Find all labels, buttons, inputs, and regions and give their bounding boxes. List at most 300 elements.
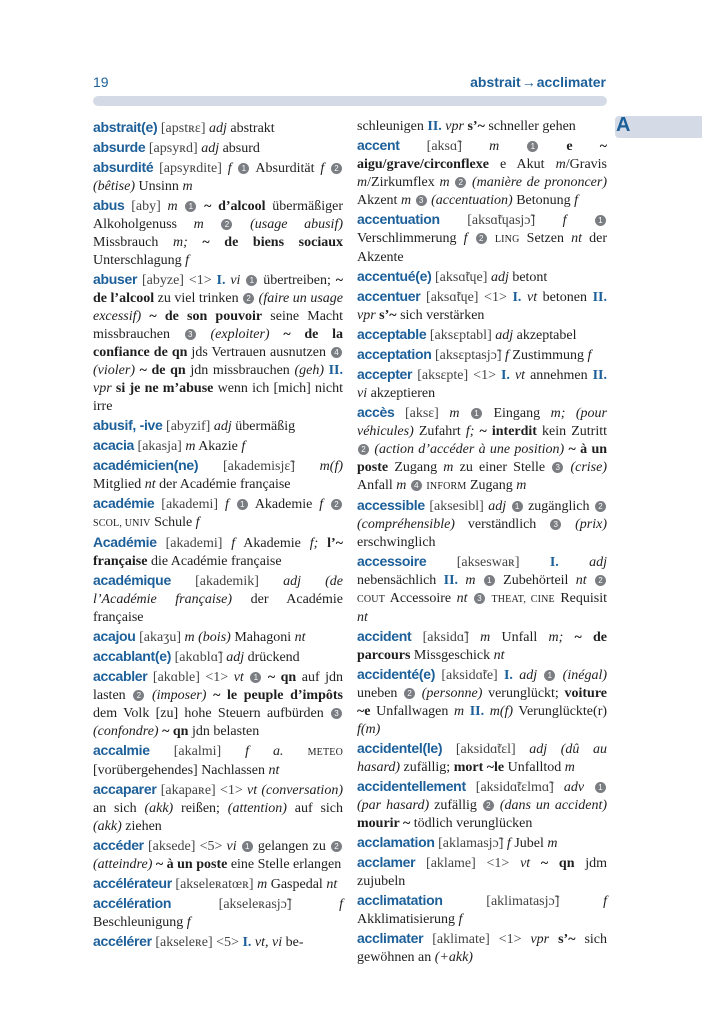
- headword: académie: [93, 495, 155, 511]
- translation-text: gelangen zu: [253, 839, 330, 854]
- headword: accéder: [93, 837, 144, 853]
- grammar-label: f: [603, 894, 607, 909]
- translation-text: [145, 688, 152, 703]
- sense-number-badge: 4: [411, 480, 422, 491]
- grammar-label: m: [257, 877, 268, 892]
- grammar-label: nt: [575, 573, 594, 588]
- grammar-label: vpr: [93, 381, 112, 396]
- pronunciation: [aksede] <5>: [143, 839, 227, 854]
- phrase: l’~ française: [93, 536, 344, 569]
- phrase: voiture ~e: [357, 686, 607, 719]
- translation-text: betonen: [537, 290, 593, 305]
- translation-text: kein Zutritt: [536, 424, 608, 439]
- pronunciation: [abyzif]: [162, 419, 214, 434]
- translation-text: sich verstärken: [396, 308, 485, 323]
- translation-text: Gaspedal: [267, 877, 327, 892]
- grammar-label: adj: [589, 555, 607, 570]
- grammar-label: (akk): [93, 819, 122, 834]
- translation-text: übertreiben;: [258, 273, 336, 288]
- dictionary-entry: [357, 136, 607, 210]
- range-end: acclimater: [536, 74, 606, 90]
- sense-number-badge: 1: [544, 670, 555, 681]
- headword: acajou: [93, 628, 136, 644]
- translation-text: erschwinglich: [357, 535, 436, 550]
- phrase: ~ de biens sociaux: [202, 235, 344, 250]
- translation-text: Missbrauch: [93, 235, 173, 250]
- sense-number-badge: 2: [133, 690, 144, 701]
- translation-text: verunglückt;: [482, 686, 565, 701]
- headword: absurdité: [93, 159, 154, 175]
- pronunciation: [aksesibl]: [424, 499, 489, 514]
- grammar-label: nt: [144, 477, 156, 492]
- pronunciation: [akademi]: [154, 497, 225, 512]
- grammar-label: m: [400, 193, 415, 208]
- grammar-label: (violer): [93, 363, 135, 378]
- dictionary-entry: [93, 158, 343, 196]
- headword: accident: [357, 628, 412, 644]
- grammar-label: f(m): [357, 722, 381, 737]
- phrase: e ~ aigu/grave/circonflexe: [357, 139, 608, 172]
- arrow-right-icon: →: [521, 74, 536, 90]
- sense-number-badge: 3: [552, 462, 563, 473]
- headword: académicien(ne): [93, 457, 199, 473]
- translation-text: jds Vertrauen ausnutzen: [187, 345, 330, 360]
- grammar-label: (manière de prononcer): [471, 175, 607, 190]
- dictionary-entry: [357, 777, 607, 833]
- dictionary-entry: [93, 533, 343, 571]
- translation-text: Requisit: [554, 591, 607, 606]
- grammar-label: m: [489, 139, 527, 154]
- grammar-label: nt: [357, 610, 368, 625]
- translation-text: Zubehörteil: [495, 573, 576, 588]
- grammar-label: f: [587, 348, 592, 363]
- dictionary-entry: [357, 403, 607, 496]
- grammar-label: f: [505, 348, 509, 363]
- translation-text: Verschlimmerung: [357, 231, 464, 246]
- grammar-label: (inégal): [562, 668, 607, 683]
- grammar-label: vt: [520, 856, 531, 871]
- translation-text: Jubel: [510, 836, 548, 851]
- translation-text: betont: [508, 270, 548, 285]
- translation-text: [vorübergehendes] Nachlassen: [93, 763, 269, 778]
- translation-text: [562, 517, 575, 532]
- subject-label: SCOL, UNIV: [93, 518, 151, 529]
- sense-number-badge: 4: [331, 347, 342, 358]
- translation-text: uneben: [357, 686, 404, 701]
- grammar-label: m (bois): [184, 630, 231, 645]
- grammar-label: m; (pour véhicules): [357, 406, 607, 439]
- grammar-label: m: [465, 573, 483, 588]
- headword: accent: [357, 137, 400, 153]
- phrase: ~ le peuple d’impôts: [213, 688, 343, 703]
- grammar-label: f: [231, 536, 236, 551]
- grammar-label: m(f): [319, 459, 343, 474]
- pronunciation: [aklimatasjɔ̃]: [442, 894, 604, 909]
- grammar-label: f: [320, 161, 331, 176]
- pronunciation: [aksɛptasjɔ̃]: [431, 348, 506, 363]
- translation-text: Zugang: [466, 478, 517, 493]
- translation-text: ziehen: [121, 819, 162, 834]
- dictionary-entry: [357, 365, 607, 403]
- grammar-label: (atteindre): [93, 857, 153, 872]
- translation-text: eine Stelle erlangen: [227, 857, 342, 872]
- pronunciation: [akseleʀasjɔ̃]: [171, 897, 340, 912]
- headword: abstrait(e): [93, 119, 158, 135]
- phrase: ~ qn: [540, 856, 575, 871]
- sense-number-badge: 1: [242, 841, 253, 852]
- grammar-label: m: [357, 175, 368, 190]
- translation-text: be-: [282, 935, 304, 950]
- grammar-label: m: [182, 179, 193, 194]
- headword: acclimatation: [357, 892, 443, 908]
- headword: accessible: [357, 497, 425, 513]
- headword: abuser: [93, 271, 138, 287]
- grammar-label: nt: [268, 763, 280, 778]
- headword: accabler: [93, 668, 148, 684]
- roman-numeral: II.: [469, 704, 485, 719]
- grammar-label: (faire un usage excessif): [93, 291, 343, 324]
- range-start: abstrait: [470, 74, 521, 90]
- grammar-label: m: [564, 760, 575, 775]
- pronunciation: [akademisjɛ̃]: [198, 459, 320, 474]
- sense-number-badge: 2: [476, 233, 487, 244]
- sense-number-badge: 3: [185, 329, 196, 340]
- dictionary-entry: [93, 647, 343, 667]
- translation-text: Unterschlagung: [93, 253, 186, 268]
- sense-number-badge: 1: [595, 782, 606, 793]
- dictionary-entry: [93, 416, 343, 436]
- dictionary-entry: [93, 196, 343, 270]
- grammar-label: m(f): [489, 704, 514, 719]
- translation-text: [488, 231, 495, 246]
- pronunciation: [aksidɑ̃tɛlmɑ̃]: [465, 780, 564, 795]
- translation-text: drückend: [244, 650, 300, 665]
- grammar-label: vt, vi: [254, 935, 283, 950]
- pronunciation: [aksidɑ̃]: [411, 630, 481, 645]
- grammar-label: nt: [294, 630, 306, 645]
- dictionary-entry: [93, 667, 343, 741]
- roman-numeral: II.: [328, 363, 344, 378]
- pronunciation: [aksɑ̃tɥasjɔ̃]: [439, 213, 563, 228]
- headword: abus: [93, 197, 125, 213]
- grammar-label: f a.: [245, 744, 284, 759]
- translation-text: schleunigen: [357, 119, 428, 134]
- translation-text: auf sich: [286, 801, 344, 816]
- sense-number-badge: 3: [474, 593, 485, 604]
- pronunciation: [aksɑ̃tɥe]: [431, 270, 491, 285]
- pronunciation: [akseleʀe] <5>: [151, 935, 243, 950]
- sense-number-badge: 1: [595, 215, 606, 226]
- grammar-label: adj: [488, 499, 511, 514]
- sense-number-badge: 3: [331, 708, 342, 719]
- grammar-label: m: [480, 630, 491, 645]
- grammar-label: m: [439, 175, 455, 190]
- pronunciation: [aksɛ]: [394, 406, 450, 421]
- grammar-label: m: [516, 478, 527, 493]
- grammar-label: f;: [465, 424, 475, 439]
- dictionary-entry: [93, 894, 343, 932]
- translation-text: der Akzente: [357, 231, 608, 265]
- translation-text: Schule: [150, 515, 196, 530]
- sense-number-badge: 1: [471, 408, 482, 419]
- translation-text: [233, 217, 250, 232]
- pronunciation: [abyze] <1>: [137, 273, 217, 288]
- roman-numeral: I.: [503, 668, 513, 683]
- headword: accaparer: [93, 781, 157, 797]
- translation-text: Akklimatisierung: [357, 912, 459, 927]
- translation-text: /Gravis: [565, 157, 607, 172]
- dictionary-entry: [93, 741, 343, 780]
- subject-label: THEAT, CINE: [491, 594, 555, 605]
- translation-text: absurd: [219, 141, 260, 156]
- grammar-label: f: [574, 193, 579, 208]
- grammar-label: (confondre): [93, 724, 159, 739]
- sense-number-badge: 2: [331, 841, 342, 852]
- dictionary-column-right: [357, 118, 607, 967]
- translation-text: zufällig: [429, 798, 482, 813]
- grammar-label: m: [185, 439, 196, 454]
- grammar-label: f: [319, 497, 331, 512]
- headword: accélération: [93, 895, 172, 911]
- sense-number-badge: 2: [483, 800, 494, 811]
- sense-number-badge: 1: [237, 499, 248, 510]
- grammar-label: f: [339, 897, 343, 912]
- grammar-label: m: [454, 704, 465, 719]
- thumb-index-letter: A: [616, 114, 631, 136]
- grammar-label: (crise): [570, 460, 608, 475]
- headword: accélérateur: [93, 875, 172, 891]
- sense-number-badge: 1: [185, 201, 196, 212]
- translation-text: Accessoire: [385, 591, 457, 606]
- grammar-label: (geh): [294, 363, 324, 378]
- grammar-label: m: [555, 157, 566, 172]
- pronunciation: [akɑble] <1>: [147, 670, 234, 685]
- translation-text: [318, 536, 327, 551]
- translation-text: schneller gehen: [484, 119, 576, 134]
- translation-text: /Zirkumflex: [367, 175, 440, 190]
- sense-number-badge: 1: [250, 672, 261, 683]
- translation-text: Unfalltod: [504, 760, 565, 775]
- running-head: [470, 74, 606, 90]
- grammar-label: f: [224, 497, 236, 512]
- headword: accidentellement: [357, 778, 466, 794]
- dictionary-entry: [357, 929, 607, 967]
- headword: accentuer: [357, 288, 421, 304]
- dictionary-entry: [93, 836, 343, 874]
- headword: accepter: [357, 366, 413, 382]
- translation-text: Akademie: [235, 536, 310, 551]
- headword: acclamer: [357, 854, 416, 870]
- translation-text: e Akut: [488, 157, 556, 172]
- sense-number-badge: 2: [404, 688, 415, 699]
- pronunciation: [akseswaʀ]: [426, 555, 550, 570]
- translation-text: wenn ich [mich] nicht irre: [93, 381, 343, 414]
- sense-number-badge: 2: [595, 575, 606, 586]
- translation-text: verständlich: [454, 517, 550, 532]
- translation-text: Akazie: [195, 439, 242, 454]
- translation-text: zu viel trinken: [154, 291, 243, 306]
- subject-label: METEO: [307, 747, 344, 758]
- translation-text: abstrakt: [226, 121, 275, 136]
- phrase: ~ de son pouvoir: [149, 309, 263, 324]
- subject-label: INFORM: [426, 481, 467, 492]
- grammar-label: vt (conversation): [247, 783, 343, 798]
- headword: accidenté(e): [357, 666, 436, 682]
- headword: accessoire: [357, 553, 427, 569]
- translation-text: sich gewöhnen an: [357, 932, 607, 965]
- grammar-label: f: [241, 439, 246, 454]
- roman-numeral: I.: [549, 555, 559, 570]
- sense-number-badge: 2: [243, 293, 254, 304]
- pronunciation: [aksɛptabl]: [426, 328, 496, 343]
- translation-text: tödlich verunglücken: [410, 816, 533, 831]
- phrase: ~ de la confiance de qn: [93, 327, 343, 360]
- translation-text: übermäßiger Alkoholgenuss: [93, 199, 343, 232]
- grammar-label: (attention): [227, 801, 287, 816]
- grammar-label: m: [443, 460, 454, 475]
- grammar-label: nt: [493, 648, 505, 663]
- translation-text: [549, 932, 558, 947]
- headword: accalmie: [93, 742, 150, 758]
- grammar-label: f: [195, 515, 200, 530]
- dictionary-entry: [93, 456, 343, 494]
- translation-text: Unsinn: [134, 179, 183, 194]
- dictionary-entry: [93, 874, 343, 894]
- dictionary-entry: [357, 210, 607, 267]
- roman-numeral: I.: [512, 290, 522, 305]
- translation-text: Setzen: [519, 231, 572, 246]
- grammar-label: f: [562, 213, 595, 228]
- headword: accélérer: [93, 933, 152, 949]
- translation-text: Absurdität: [250, 161, 321, 176]
- grammar-label: vpr: [357, 308, 376, 323]
- dictionary-entry: [357, 267, 607, 287]
- grammar-label: vi: [226, 839, 241, 854]
- translation-text: Zugang: [388, 460, 444, 475]
- translation-text: [559, 555, 589, 570]
- grammar-label: f: [185, 253, 190, 268]
- sense-number-badge: 2: [331, 163, 342, 174]
- translation-text: reißen;: [173, 801, 228, 816]
- translation-text: Mitglied: [93, 477, 145, 492]
- sense-number-badge: 3: [416, 195, 427, 206]
- pronunciation: [aksidɑ̃tɛl]: [442, 742, 530, 757]
- sense-number-badge: 2: [455, 177, 466, 188]
- dictionary-entry: [357, 118, 607, 136]
- page-number: 19: [93, 74, 109, 90]
- roman-numeral: II.: [443, 573, 459, 588]
- dictionary-column-left: [93, 118, 343, 952]
- phrase: s’~: [467, 119, 485, 134]
- roman-numeral: II.: [592, 290, 607, 305]
- phrase: ~ de l’alcool: [93, 273, 343, 306]
- grammar-label: (par hasard): [357, 798, 430, 813]
- headword: accentuation: [357, 211, 440, 227]
- pronunciation: [aksɑ̃tɥe] <1>: [420, 290, 513, 305]
- sense-number-badge: 2: [358, 444, 369, 455]
- headword: acacia: [93, 437, 135, 453]
- pronunciation: [aby]: [124, 199, 168, 214]
- roman-numeral: I.: [216, 273, 226, 288]
- translation-text: jdn belasten: [188, 724, 260, 739]
- dictionary-entry: [357, 853, 607, 891]
- phrase: si je ne m’abuse: [115, 381, 214, 396]
- pronunciation: [apsyʀdite]: [153, 161, 228, 176]
- translation-text: Zufahrt: [413, 424, 466, 439]
- grammar-label: (imposer): [151, 688, 207, 703]
- phrase: s’~: [379, 308, 397, 323]
- grammar-label: f: [458, 912, 463, 927]
- translation-text: übermäßig: [231, 419, 296, 434]
- grammar-label: m;: [548, 630, 564, 645]
- phrase: ~ d’alcool: [204, 199, 266, 214]
- dictionary-entry: [357, 287, 607, 325]
- roman-numeral: I.: [242, 935, 252, 950]
- translation-text: [539, 139, 566, 154]
- grammar-label: vt: [233, 670, 250, 685]
- translation-text: Beschleunigung: [93, 915, 187, 930]
- translation-text: Mahagoni: [230, 630, 295, 645]
- translation-text: [188, 235, 203, 250]
- translation-text: auf jdn lasten: [93, 670, 344, 703]
- dictionary-entry: [93, 932, 343, 952]
- phrase: mort ~le: [453, 760, 505, 775]
- translation-text: seine Macht missbrauchen: [93, 309, 344, 342]
- roman-numeral: II.: [592, 368, 608, 383]
- pronunciation: [akasja]: [134, 439, 186, 454]
- roman-numeral: II.: [427, 119, 442, 134]
- grammar-label: nt: [326, 877, 338, 892]
- sense-number-badge: 1: [512, 501, 523, 512]
- dictionary-entry: [93, 436, 343, 456]
- dictionary-entry: [357, 552, 607, 627]
- grammar-label: (akk): [144, 801, 174, 816]
- phrase: ~ à un poste: [357, 442, 608, 475]
- headword: académique: [93, 572, 171, 588]
- sense-number-badge: 1: [527, 141, 538, 152]
- pronunciation: [apstʀɛ]: [157, 121, 209, 136]
- grammar-label: m: [547, 836, 558, 851]
- translation-text: Zustimmung: [508, 348, 588, 363]
- translation-text: zu einer Stelle: [453, 460, 552, 475]
- grammar-label: (prix): [575, 517, 607, 532]
- dictionary-entry: [93, 571, 343, 627]
- translation-text: zugänglich: [523, 499, 594, 514]
- translation-text: der Académie française: [155, 477, 291, 492]
- grammar-label: adj: [495, 328, 514, 343]
- dictionary-entry: [357, 627, 607, 665]
- translation-text: [563, 630, 574, 645]
- sense-number-badge: 2: [595, 501, 606, 512]
- translation-text: annehmen: [525, 368, 593, 383]
- pronunciation: [aklamasjɔ̃]: [434, 836, 507, 851]
- grammar-label: f: [186, 915, 191, 930]
- pronunciation: [apsyʀd]: [145, 141, 202, 156]
- pronunciation: [akɑblɑ̃]: [171, 650, 227, 665]
- translation-text: Akzent: [357, 193, 401, 208]
- grammar-label: m: [167, 199, 185, 214]
- translation-text: akzeptieren: [367, 386, 436, 401]
- pronunciation: [akaʒu]: [135, 630, 185, 645]
- translation-text: Akademie: [248, 497, 320, 512]
- roman-numeral: I.: [500, 368, 510, 383]
- dictionary-entry: [93, 494, 343, 533]
- grammar-label: m: [449, 406, 470, 421]
- grammar-label: adj: [226, 650, 245, 665]
- header-rule: [93, 96, 607, 106]
- phrase: ~ qn: [162, 724, 189, 739]
- phrase: s’~: [558, 932, 576, 947]
